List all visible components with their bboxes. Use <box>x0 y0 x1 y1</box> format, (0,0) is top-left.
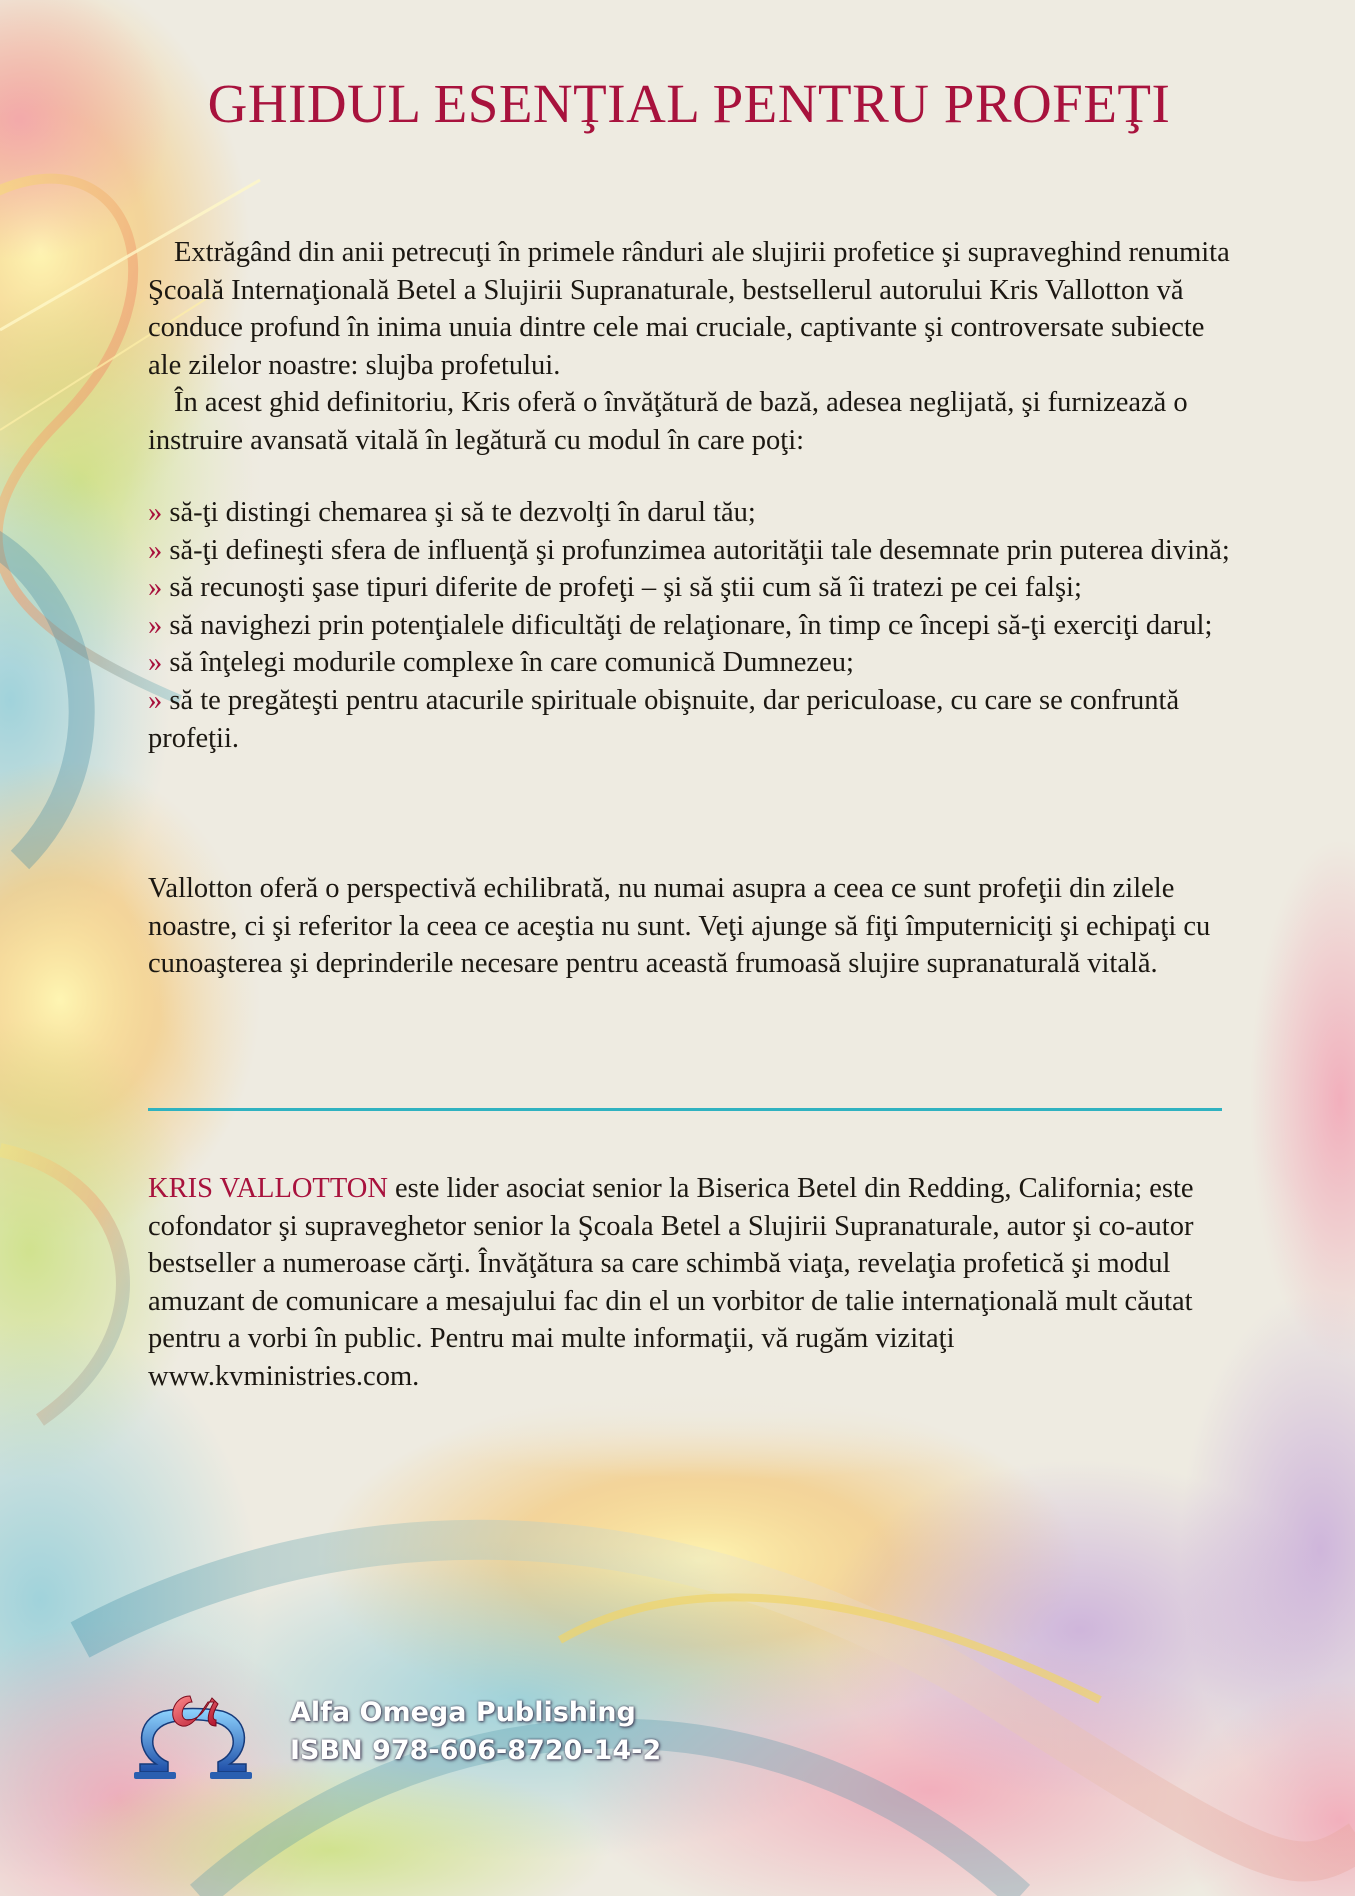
book-title: GHIDUL ESENŢIAL PENTRU PROFEŢI <box>207 73 1171 134</box>
bullet-text: să-ţi distingi chemarea şi să te dezvolţi în darul tău; <box>169 497 756 528</box>
summary-paragraph: Vallotton oferă o perspectivă echilibrată, nu numai asupra a ceea ce sunt profeţii din zilele noastre, ci şi referitor la ceea ce aceştia nu sunt. Veţi ajunge să fiţi împuterniciţi şi echipaţi cu cunoaşterea şi deprinderile necesare pentru această frumoasă slujire supranaturală vitală. <box>148 873 1211 980</box>
publisher-name: Alfa Omega Publishing <box>290 1697 636 1728</box>
alpha-omega-logo-icon <box>120 1692 270 1782</box>
author-bio-paragraph <box>148 1170 1230 1396</box>
isbn: ISBN 978-606-8720-14-2 <box>290 1735 662 1766</box>
bullet-marker: » <box>148 609 163 641</box>
bullet-text: să te pregăteşti pentru atacurile spirituale obişnuite, dar periculoase, cu care se confruntă profeţii. <box>148 684 1180 754</box>
bullet-marker: » <box>148 684 163 716</box>
bullet-item <box>148 607 1230 645</box>
bullet-item <box>148 532 1230 570</box>
bullet-marker: » <box>148 572 163 604</box>
bullet-item <box>148 644 1230 682</box>
summary-section <box>148 870 1230 983</box>
intro-paragraph-2: În acest ghid definitoriu, Kris oferă o învăţătură de bază, adesea neglijată, şi furnizează o instruire avansată vitală în legătură cu modul în care poţi: <box>148 387 1188 456</box>
author-name: KRIS VALLOTTON <box>148 1173 388 1204</box>
publisher-block <box>120 1692 662 1782</box>
bullet-text: să înţelegi modurile complexe în care comunică Dumnezeu; <box>169 647 854 679</box>
author-bio-section <box>148 1170 1230 1396</box>
bullet-item <box>148 569 1230 607</box>
bullet-marker: » <box>148 647 163 679</box>
bullet-list <box>148 494 1230 757</box>
intro-paragraph-1: Extrăgând din anii petrecuţi în primele rânduri ale slujirii profetice şi supraveghind renumita Şcoală Internaţională Betel a Slujirii Supranaturale, bestsellerul autorului Kris Vallotton vă conduce profund în inima unuia dintre cele mai cruciale, captivante şi controversate subiecte ale zilelor noastre: slujba profetului. <box>148 237 1230 381</box>
bullet-text: să recunoşti şase tipuri diferite de profeţi – şi să ştii cum să îi tratezi pe cei falşi; <box>169 572 1082 604</box>
bullet-text: să navighezi prin potenţialele dificultăţi de relaţionare, în timp ce începi să-ţi exerciţi darul; <box>169 609 1213 641</box>
section-divider <box>148 1108 1222 1111</box>
bullet-item <box>148 494 1230 532</box>
bullet-marker: » <box>148 534 163 566</box>
intro-section <box>148 234 1230 460</box>
bullet-text: să-ţi defineşti sfera de influenţă şi profunzimea autorităţii tale desemnate prin puterea divină; <box>169 534 1230 566</box>
bullet-item <box>148 682 1230 757</box>
publisher-text <box>290 1694 661 1770</box>
bullet-marker: » <box>148 497 163 528</box>
author-bio-text: este lider asociat senior la Biserica Betel din Redding, California; este cofondator şi supraveghetor senior la Şcoala Betel a Slujirii Supranaturale, autor şi co-autor bestseller a numeroase cărţi. Învăţătura sa care schimbă viaţa, revelaţia profetică şi modul amuzant de comunicare a mesajului fac din el un vorbitor de talie internaţională mult căutat pentru a vorbi în public. Pentru mai multe informaţii, vă rugăm vizitaţi www.kvministries.com. <box>148 1173 1194 1392</box>
